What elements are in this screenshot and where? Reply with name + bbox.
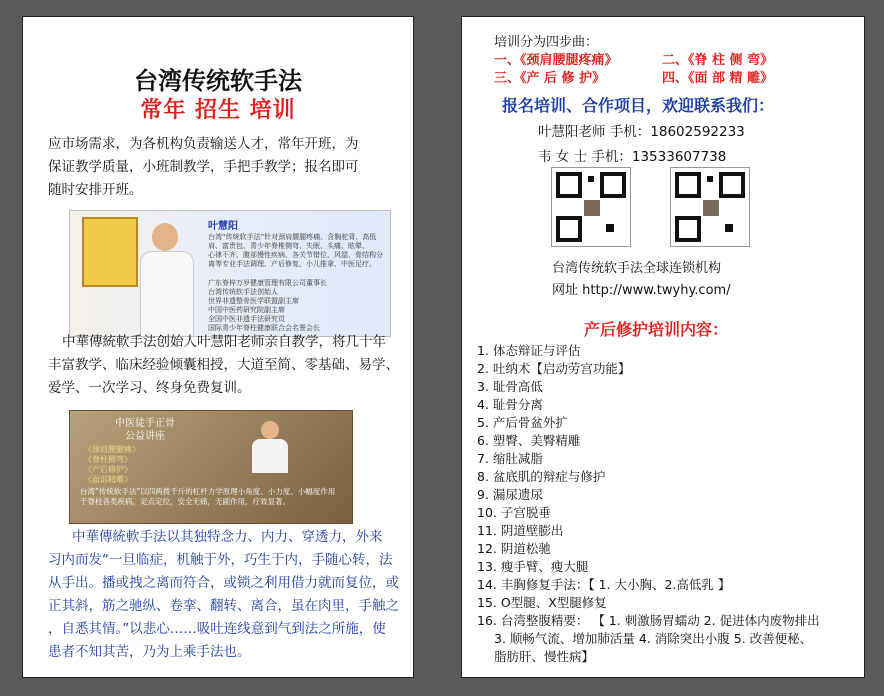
certificate-image: [82, 217, 138, 287]
step-1: 一、《颈肩腰腿疼痛》: [494, 53, 618, 68]
step-4: 四、《面 部 精 雕》: [662, 71, 774, 86]
qr-code-2: [670, 167, 750, 247]
technique-paragraph: 中華傳統軟手法以其独特念力、内力、穿透力，外来 习内而发“一旦临症，机触于外，巧生于内，手随心转，法 从手出。播或拽之离而符合，或锁之利用借力就而复位，或 正其斜，筋之驰纵、卷挛、翻转、离合，虽在肉里，手触之 ，自悉其情。”以悲心……吸吐连线意到气到法之所施，使 患者不知其苦，乃为上乘手法也。: [48, 529, 399, 660]
right-flyer-page: [461, 16, 865, 678]
lecture-title: 中医徒手正骨 公益讲座: [115, 418, 175, 442]
list-item: 12. 阴道松驰: [477, 541, 551, 556]
organization-name: 台湾传统软手法全球连锁机构: [552, 261, 722, 276]
website-link[interactable]: 网址 http://www.twyhy.com/: [552, 283, 731, 298]
founder-name: 叶慧阳: [208, 221, 238, 232]
list-item-continued: 3. 顺畅气流、增加肺活量 4. 消除突出小腹 5. 改善便秘、: [494, 631, 813, 646]
founder-figure: [134, 217, 198, 336]
flyer-subtitle: 常年 招生 培训: [140, 98, 296, 123]
list-item: 7. 缩肚减脂: [477, 451, 543, 466]
list-item: 1. 体态辩证与评估: [477, 343, 581, 358]
list-item: 13. 瘦手臂、瘦大腿: [477, 559, 589, 574]
qr-code-1: [551, 167, 631, 247]
list-item-continued: 脂肪肝、慢性病】: [494, 649, 595, 664]
founder-titles: 广东脊梓万岁健康管理有限公司董事长 台湾传统软手法创始人 世界非遗整骨医学联盟副主席 中国中医药研究院副主席 全国中医非遗手法研究员 国际青少年脊柱健康联合会名誉会长: [208, 279, 327, 332]
list-item: 2. 吐纳术【启动劳宫功能】: [477, 361, 631, 376]
list-item: 15. O型腿、X型腿修复: [477, 595, 607, 610]
list-item: 9. 漏尿遗尿: [477, 487, 543, 502]
wechat-icon: [742, 652, 764, 670]
lecture-topics: 《颈肩腰腿痛》 《脊柱侧弯》 《产后修护》 《面部精雕》: [84, 445, 140, 484]
list-item: 14. 丰胸修复手法：【 1. 大小胸、2.高低乳 】: [477, 577, 731, 592]
step-2: 二、《脊 柱 侧 弯》: [662, 53, 774, 68]
list-item: 6. 塑臀、美臀精雕: [477, 433, 581, 448]
list-item: 4. 耻骨分离: [477, 397, 543, 412]
contact-title: 报名培训、合作项目，欢迎联系我们：: [502, 96, 775, 115]
teaching-paragraph: 中華傳統軟手法创始人叶慧阳老师亲自教学，将几十年 丰富教学、临床经验倾囊相授，大道至简、零基础、易学、 爱学、一次学习、终身免费复训。: [48, 334, 399, 396]
list-item: 16. 台湾整腹精要： 【 1. 刺激肠胃蠕动 2. 促进体内废物排出: [477, 613, 820, 628]
lecture-description: 台湾“传统软手法”以四两拨千斤的杠杆力学原理小角度、小力度、小幅度作用于脊柱各类疾病，定点定位，安全无痛，无副作用，疗效显著。: [80, 487, 336, 506]
account-watermark: [742, 648, 838, 673]
steps-title: 培训分为四步曲：: [494, 35, 599, 50]
founder-description: 台湾“传统软手法”针对颈肩腰腿疼痛、含胸驼背、高低 肩、富贵包、青少年脊椎侧弯、失眠、头痛、眩晕、 心律不齐、腹部慢性疾病、各关节错位、风湿、骨结构分 离等专业手法调理、产后修复、小儿推拿、中医足疗。: [208, 233, 383, 268]
watermark-text: 脊祥万岁: [770, 653, 838, 673]
section-title: 产后修护培训内容：: [584, 320, 729, 339]
list-item: 8. 盆底肌的辩症与修护: [477, 469, 606, 484]
contact-phone-1: 叶慧阳老师 手机：18602592233: [538, 124, 745, 140]
list-item: 11. 阴道壁膨出: [477, 523, 564, 538]
flyer-title: 台湾传统软手法: [134, 67, 302, 95]
lecturer-figure: [248, 419, 292, 473]
list-item: 3. 耻骨高低: [477, 379, 543, 394]
contact-phone-2: 韦 女 士 手机：13533607738: [538, 149, 727, 165]
lecture-poster-image: [69, 410, 353, 524]
step-3: 三、《产 后 修 护》: [494, 71, 606, 86]
left-flyer-page: [22, 16, 414, 678]
intro-paragraph: 应市场需求，为各机构负责输送人才，常年开班，为 保证教学质量，小班制教学，手把手教学；报名即可 随时安排开班。: [48, 136, 359, 198]
founder-photo-banner: [69, 210, 391, 337]
list-item: 10. 子宫脱垂: [477, 505, 551, 520]
list-item: 5. 产后骨盆外扩: [477, 415, 568, 430]
